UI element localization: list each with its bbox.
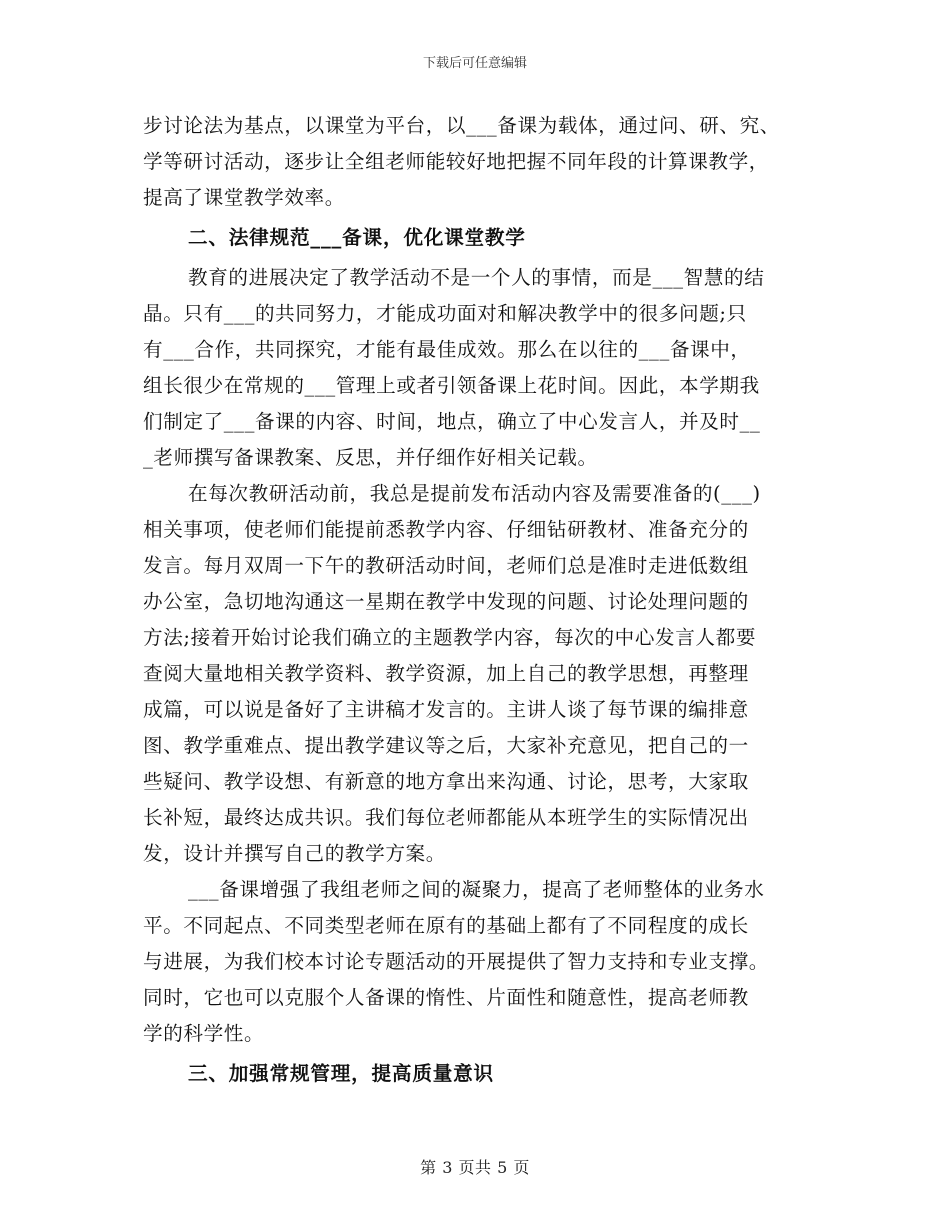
page-number-footer: 第 3 页共 5 页 — [420, 1158, 530, 1177]
paragraph-line: 与进展，为我们校本讨论专题活动的开展提供了智力支持和专业支撑。 — [143, 950, 770, 973]
paragraph-line: 发，设计并撰写自己的教学方案。 — [143, 842, 446, 865]
paragraph-line: 长补短，最终达成共识。我们每位老师都能从本班学生的实际情况出 — [143, 806, 749, 829]
section-heading-2: 二、法律规范___备课，优化课堂教学 — [188, 226, 526, 249]
paragraph-line: 步讨论法为基点，以课堂为平台，以___备课为载体，通过问、研、究、 — [143, 114, 781, 137]
paragraph-line: 发言。每月双周一下午的教研活动时间，老师们总是准时走进低数组 — [143, 554, 749, 577]
paragraph-line: ___备课增强了我组老师之间的凝聚力，提高了老师整体的业务水 — [188, 878, 765, 901]
paragraph-line: 在每次教研活动前，我总是提前发布活动内容及需要准备的(___) — [188, 482, 761, 505]
paragraph-line: 查阅大量地相关教学资料、教学资源，加上自己的教学思想，再整理 — [143, 662, 749, 685]
paragraph-line: 些疑问、教学设想、有新意的地方拿出来沟通、讨论，思考，大家取 — [143, 770, 749, 793]
paragraph-line: 方法;接着开始讨论我们确立的主题教学内容，每次的中心发言人都要 — [143, 626, 757, 649]
paragraph-line: 晶。只有___的共同努力，才能成功面对和解决教学中的很多问题;只 — [143, 302, 747, 325]
paragraph-line: 相关事项，使老师们能提前悉教学内容、仔细钻研教材、准备充分的 — [143, 518, 749, 541]
paragraph-line: 同时，它也可以克服个人备课的惰性、片面性和随意性，提高老师教 — [143, 986, 749, 1009]
section-heading-3: 三、加强常规管理，提高质量意识 — [188, 1062, 494, 1085]
paragraph-line: 学的科学性。 — [143, 1022, 265, 1045]
paragraph-line: 成篇，可以说是备好了主讲稿才发言的。主讲人谈了每节课的编排意 — [143, 698, 749, 721]
document-body — [143, 108, 827, 1096]
page-header-note: 下载后可任意编辑 — [422, 56, 527, 71]
paragraph-line: 图、教学重难点、提出教学建议等之后，大家补充意见，把自己的一 — [143, 734, 749, 757]
paragraph-line: 提高了课堂教学效率。 — [143, 186, 345, 209]
paragraph-line: 有___合作，共同探究，才能有最佳成效。那么在以往的___备课中， — [143, 338, 751, 361]
paragraph-line: 学等研讨活动，逐步让全组老师能较好地把握不同年段的计算课教学， — [143, 150, 770, 173]
paragraph-line: 平。不同起点、不同类型老师在原有的基础上都有了不同程度的成长 — [143, 914, 749, 937]
paragraph-line: 教育的进展决定了教学活动不是一个人的事情，而是___智慧的结 — [188, 266, 765, 289]
paragraph-line: _老师撰写备课教案、反思，并仔细作好相关记载。 — [143, 446, 598, 469]
paragraph-line: 组长很少在常规的___管理上或者引领备课上花时间。因此，本学期我 — [143, 374, 760, 397]
paragraph-line: 们制定了___备课的内容、时间，地点，确立了中心发言人，并及时__ — [143, 410, 761, 433]
paragraph-line: 办公室，急切地沟通这一星期在教学中发现的问题、讨论处理问题的 — [143, 590, 749, 613]
